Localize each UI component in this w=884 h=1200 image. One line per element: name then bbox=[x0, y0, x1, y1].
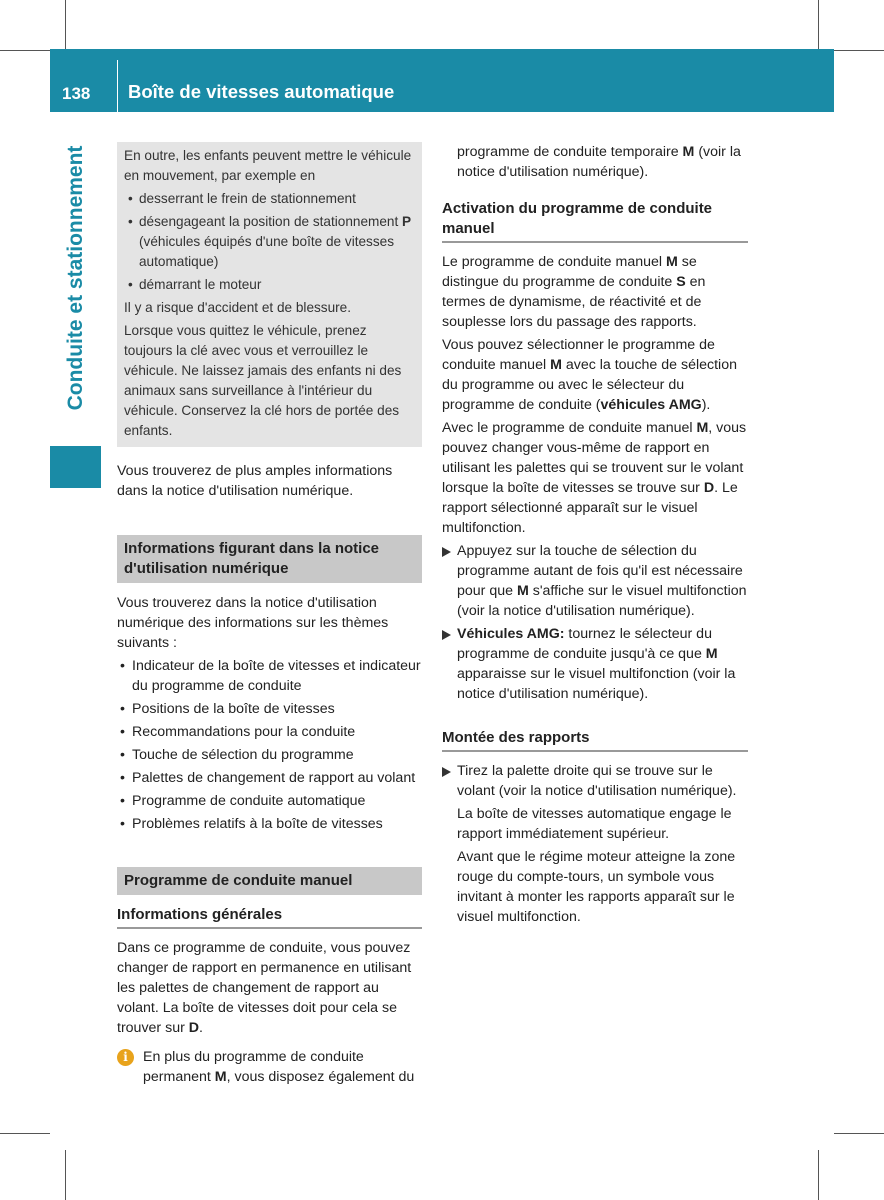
bold-text: S bbox=[676, 274, 686, 290]
note-text-end: , vous disposez également du bbox=[226, 1069, 415, 1085]
activation-paragraph-1 bbox=[442, 252, 748, 332]
arrow-right-icon bbox=[442, 767, 451, 777]
crop-mark bbox=[0, 50, 50, 51]
bold-text: M bbox=[696, 420, 709, 436]
text: désengageant la position de stationnement bbox=[139, 214, 403, 229]
warning-advice: Lorsque vous quittez le véhicule, prenez toujours la clé avec vous et verrouillez le véhicule. Ne laissez jamais des enfants ni des animaux sans surveillance à l'intérieur du véhicule. Conservez la clé hors de portée des enfants. bbox=[124, 323, 402, 438]
bold-text: M bbox=[516, 583, 529, 599]
more-info-text: Vous trouverez de plus amples informations dans la notice d'utilisation numérique. bbox=[117, 463, 393, 499]
text: s'affiche sur le visuel multifonction (voir la notice d'utilisation numérique). bbox=[457, 583, 747, 619]
text: avec la touche de sélection du programme ou avec le sélecteur du programme de conduite ( bbox=[442, 357, 737, 413]
upshift-result: La boîte de vitesses automatique engage le rapport immédiatement supérieur. bbox=[457, 806, 732, 842]
spacer bbox=[442, 707, 748, 728]
text: en termes de dynamisme, de réactivité et de souplesse lors du passage des rapports. bbox=[442, 274, 706, 330]
side-tab-label-area bbox=[50, 112, 101, 446]
crop-mark bbox=[834, 50, 884, 51]
bold-text: Véhicules AMG: bbox=[457, 626, 565, 642]
info-note bbox=[117, 1047, 422, 1087]
list-item: • Programme de conduite automatique bbox=[117, 791, 422, 811]
activation-paragraph-2 bbox=[442, 335, 748, 415]
bold-text: véhicules AMG bbox=[600, 397, 702, 413]
arrow-right-icon bbox=[442, 630, 451, 640]
text: (véhicules équipés d'une boîte de vitesses automatique) bbox=[139, 234, 394, 269]
arrow-right-icon bbox=[442, 547, 451, 557]
manual-program-paragraph bbox=[117, 938, 422, 1038]
paragraph-bold: D bbox=[188, 1020, 199, 1036]
continuation-part-end: (voir la notice d'utilisation numérique). bbox=[457, 144, 741, 180]
crop-mark bbox=[818, 1150, 819, 1200]
list-item: • Indicateur de la boîte de vitesses et indicateur du programme de conduite bbox=[117, 656, 422, 696]
bold-text: M bbox=[705, 646, 718, 662]
bold-text: M bbox=[665, 254, 678, 270]
warning-box bbox=[117, 142, 422, 447]
list-item: • Positions de la boîte de vitesses bbox=[117, 699, 422, 719]
page-title: Boîte de vitesses automatique bbox=[128, 81, 395, 102]
info-icon: i bbox=[117, 1049, 134, 1066]
paragraph-end: . bbox=[199, 1020, 203, 1036]
paragraph-text: Dans ce programme de conduite, vous pouvez changer de rapport en permanence en utilisant les palettes de changement de rapport au volant. La boîte de vitesses doit pour cela se trouver sur bbox=[117, 940, 412, 1036]
warning-list bbox=[124, 189, 415, 295]
side-tab-label: Conduite et stationnement bbox=[64, 145, 87, 411]
section-intro: Vous trouverez dans la notice d'utilisation numérique des informations sur les thèmes suivants : bbox=[117, 595, 389, 651]
warning-list-item bbox=[124, 212, 415, 272]
list-item: • Touche de sélection du programme bbox=[117, 745, 422, 765]
text: Le programme de conduite manuel bbox=[442, 254, 666, 270]
crop-mark bbox=[818, 0, 819, 50]
spacer bbox=[442, 185, 748, 199]
warning-list-item bbox=[124, 275, 415, 295]
text: apparaisse sur le visuel multifonction (voir la notice d'utilisation numérique). bbox=[457, 666, 736, 702]
warning-list-item bbox=[124, 189, 415, 209]
text: Vous pouvez sélectionner le programme de conduite manuel bbox=[442, 337, 715, 373]
instruction-step-text bbox=[457, 543, 747, 619]
continuation-text bbox=[442, 142, 748, 182]
instruction-step bbox=[442, 541, 748, 621]
text: desserrant le frein de stationnement bbox=[139, 191, 356, 206]
continuation-part: programme de conduite temporaire bbox=[457, 144, 683, 160]
bold-text: D bbox=[703, 480, 715, 496]
instruction-step bbox=[442, 761, 748, 801]
upshift-extra: Avant que le régime moteur atteigne la zone rouge du compte-tours, un symbole vous invitant à monter les rapports apparaît sur le visuel multifonction. bbox=[457, 849, 736, 925]
text: , vous pouvez changer vous-même de rapport en utilisant les palettes qui se trouvent sur le volant lorsque la boîte de vitesses se trouve sur bbox=[442, 420, 747, 496]
crop-mark bbox=[65, 1150, 66, 1200]
text: démarrant le moteur bbox=[139, 277, 262, 292]
header-divider bbox=[117, 60, 118, 112]
crop-mark bbox=[65, 0, 66, 50]
note-bold: M bbox=[214, 1069, 227, 1085]
page-number: 138 bbox=[62, 84, 91, 103]
instruction-step bbox=[442, 624, 748, 704]
instruction-step-text bbox=[457, 626, 735, 702]
activation-paragraph-3 bbox=[442, 418, 748, 538]
crop-mark bbox=[834, 1133, 884, 1134]
text: Avec le programme de conduite manuel bbox=[442, 420, 697, 436]
list-item: • Recommandations pour la conduite bbox=[117, 722, 422, 742]
side-tab-marker bbox=[50, 446, 101, 488]
text: ). bbox=[701, 397, 711, 413]
section-heading-digital-manual: Informations figurant dans la notice d'utilisation numérique bbox=[117, 535, 422, 583]
text: se distingue du programme de conduite bbox=[442, 254, 697, 290]
bold-text: M bbox=[550, 357, 562, 373]
left-column bbox=[117, 142, 422, 1087]
subheading-general-info: Informations générales bbox=[117, 905, 422, 929]
warning-risk: Il y a risque d'accident et de blessure. bbox=[124, 300, 352, 315]
side-tab bbox=[50, 112, 101, 488]
right-column bbox=[442, 142, 748, 930]
list-item: • Problèmes relatifs à la boîte de vitesses bbox=[117, 814, 422, 834]
instruction-step-text: Tirez la palette droite qui se trouve sur le volant (voir la notice d'utilisation numérique). bbox=[457, 763, 737, 799]
text: . Le rapport sélectionné apparaît sur le visuel multifonction. bbox=[442, 480, 738, 536]
bold-text: P bbox=[402, 214, 412, 229]
note-text: En plus du programme de conduite permanent bbox=[143, 1049, 364, 1085]
warning-intro: En outre, les enfants peuvent mettre le véhicule en mouvement, par exemple en bbox=[124, 148, 412, 183]
heading-upshift: Montée des rapports bbox=[442, 728, 748, 752]
continuation-bold: M bbox=[682, 144, 695, 160]
topics-list bbox=[117, 656, 422, 834]
text: Appuyez sur la touche de sélection du programme autant de fois qu'il est nécessaire pour que bbox=[457, 543, 743, 599]
heading-activation: Activation du programme de conduite manuel bbox=[442, 199, 748, 243]
crop-mark bbox=[0, 1133, 50, 1134]
section-heading-manual-program: Programme de conduite manuel bbox=[117, 867, 422, 895]
list-item: • Palettes de changement de rapport au volant bbox=[117, 768, 422, 788]
text: tournez le sélecteur du programme de conduite jusqu'à ce que bbox=[457, 626, 712, 662]
